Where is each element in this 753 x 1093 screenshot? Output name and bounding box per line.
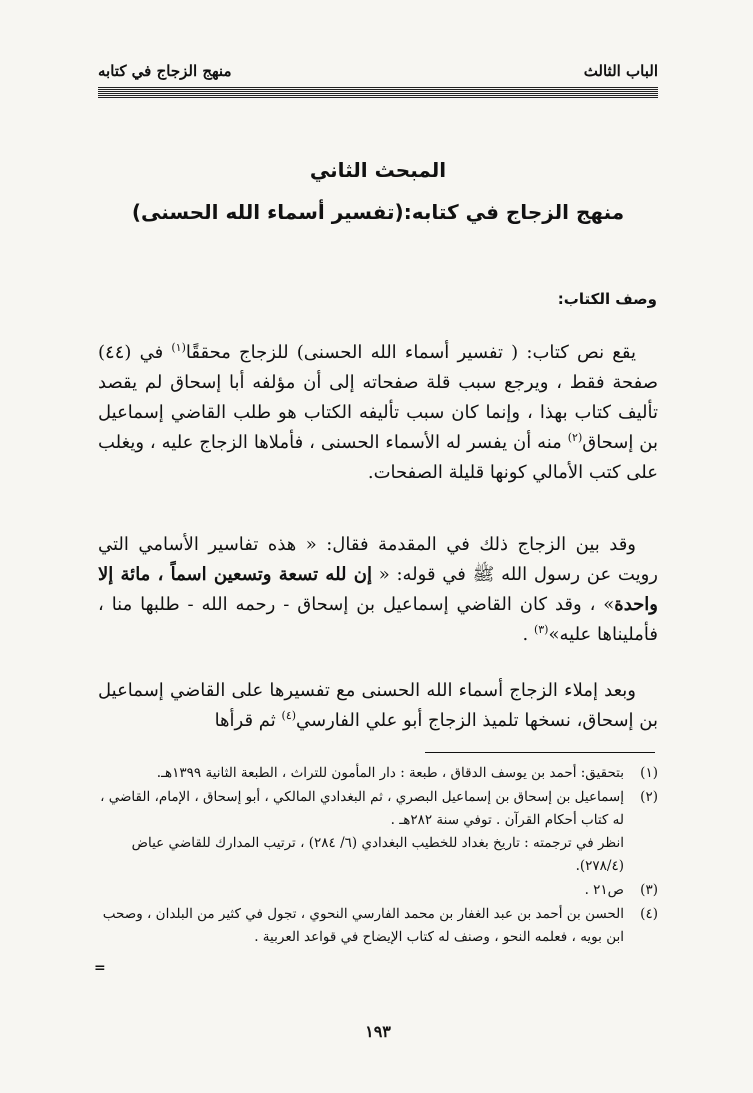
footnote-number: (٣) [640, 882, 658, 898]
continuation-mark: = [94, 960, 106, 976]
footnote-ref-4: (٤) [281, 709, 297, 722]
footnote-ref-3: (٣) [533, 623, 549, 636]
footnote-ref-2: (٢) [567, 431, 583, 444]
footnote-text: بتحقيق: أحمد بن يوسف الدقاق ، طبعة : دار المأمون للتراث ، الطبعة الثانية ١٣٩٩هـ. [156, 765, 624, 781]
page-number: ١٩٣ [365, 1022, 391, 1041]
footnote-text: إسماعيل بن إسحاق بن إسماعيل البصري ، ثم البغدادي المالكي ، أبو إسحاق ، الإمام، القاضي ، له كتاب أحكام القرآن . توفي سنة ٢٨٢هـ . [100, 789, 624, 828]
book-description-label: وصف الكتاب: [557, 290, 657, 308]
header-rule [98, 86, 658, 98]
footnote-number: (١) [640, 765, 658, 781]
paragraph-3-text-b: ثم قرأها [214, 710, 282, 731]
footnotes [98, 762, 658, 950]
footnote-3 [98, 879, 658, 902]
hadith-quote: إن لله تسعة وتسعين اسماً ، مائة إلا واحدة [98, 564, 658, 615]
paragraph-1-text-c: منه أن يفسر له الأسماء الحسنى ، فأملاها الزجاج عليه ، ويغلب على كتب الأمالي كونها قليلة الصفحات. [98, 432, 658, 483]
footnote-1 [98, 762, 658, 785]
section-heading: المبحث الثاني [309, 158, 447, 182]
running-header [98, 60, 658, 82]
footnote-text: الحسن بن أحمد بن عبد الغفار بن محمد الفارسي النحوي ، تجول في كثير من البلدان ، وصحب ابن بويه ، فعلمه النحو ، وصنف له كتاب الإيضاح في قواعد العربية . [102, 906, 624, 945]
paragraph-1-text-b: في (٤٤) صفحة فقط ، ويرجع سبب قلة صفحاته إلى أن مؤلفه أبا إسحاق لم يقصد تأليف كتاب بهذا ، وإنما كان سبب تأليفه الكتاب هو طلب القاضي إسماعيل بن إسحاق [98, 342, 658, 453]
chapter-title: الباب الثالث [583, 62, 658, 80]
book-title: منهج الزجاج في كتابه [98, 62, 232, 80]
paragraph-3-text-a: وبعد إملاء الزجاج أسماء الله الحسنى مع تفسيرها على القاضي إسماعيل بن إسحاق، نسخها تلميذ الزجاج أبو علي الفارسي [98, 680, 658, 731]
footnote-ref-1: (١) [171, 341, 186, 354]
paragraph-1-text-a: يقع نص كتاب: ( تفسير أسماء الله الحسنى) للزجاج محققًا [185, 342, 636, 363]
section-subtitle: منهج الزجاج في كتابه:(تفسير أسماء الله الحسنى) [131, 200, 625, 224]
paragraph-2-text-a: وقد بين الزجاج ذلك في المقدمة فقال: « هذه تفاسير الأسامي التي رويت عن رسول الله ﷺ في قوله: « [98, 534, 658, 585]
paragraph-2-text-b: » ، وقد كان القاضي إسماعيل بن إسحاق - رحمه الله - طلبها منا ، فأمليناها عليه» [98, 594, 658, 645]
paragraph-2-text-c: . [522, 624, 534, 645]
footnote-number: (٢) [640, 789, 658, 805]
footnote-number: (٤) [640, 906, 658, 922]
footnote-4 [98, 903, 658, 949]
paragraph-1 [98, 338, 658, 488]
footnote-2 [98, 786, 658, 878]
paragraph-3 [98, 676, 658, 736]
footnote-text: ص٢١ . [584, 882, 624, 898]
footnote-separator [425, 752, 655, 753]
paragraph-2 [98, 530, 658, 650]
footnote-text: انظر في ترجمته : تاريخ بغداد للخطيب البغدادي (٦/ ٢٨٤) ، ترتيب المدارك للقاضي عياض (٢٧٨/٤). [131, 835, 624, 874]
